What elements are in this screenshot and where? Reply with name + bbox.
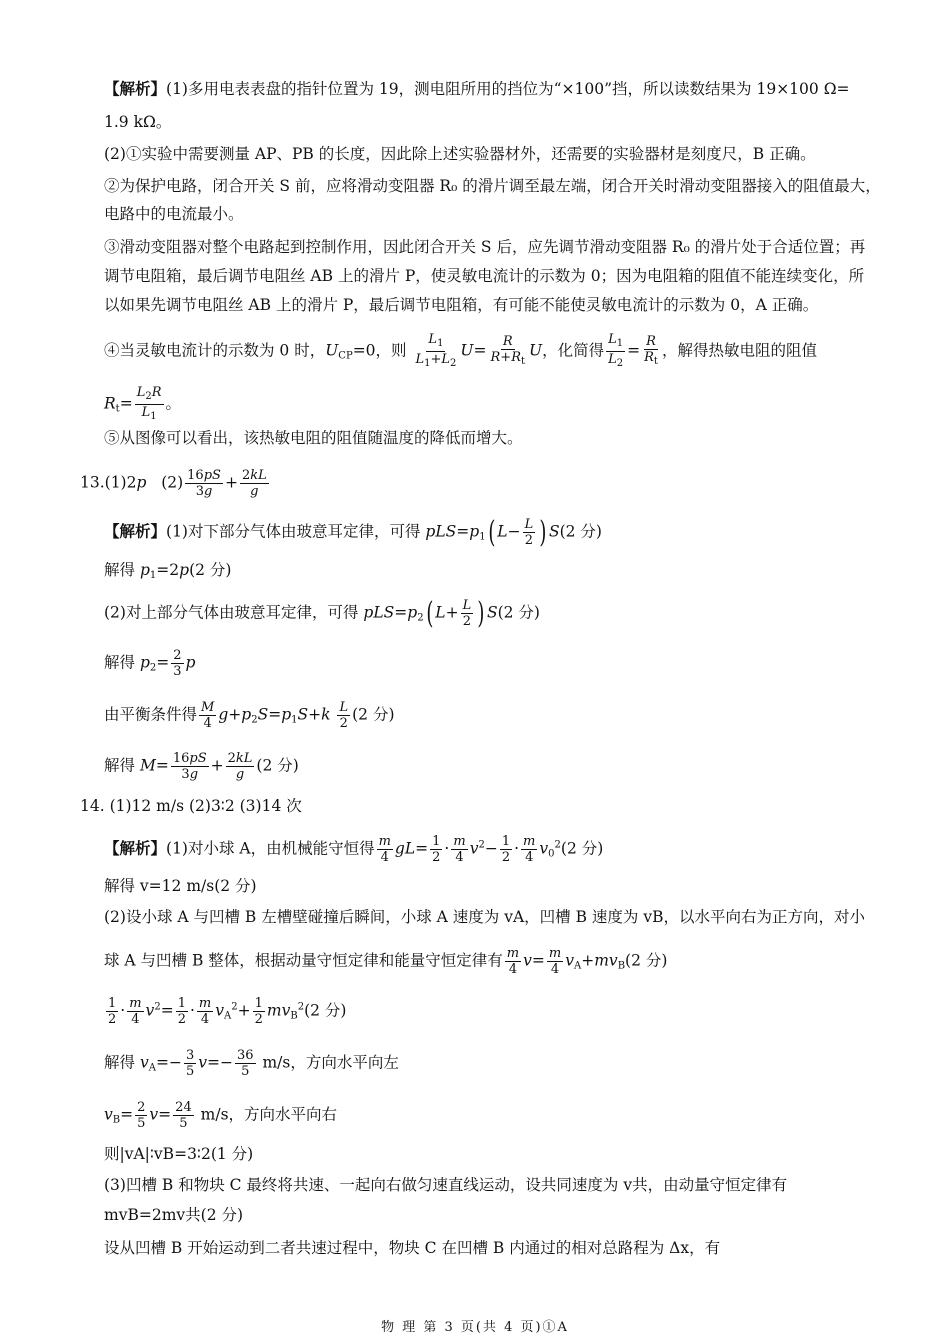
q13-s1: 【解析】(1)对下部分气体由玻意耳定律，可得 $pLS=p_1$( L− $\frac{L}{2}$ ) S(2 分) [104,514,602,550]
q12-step4-formula: ④当灵敏电流计的示数为 0 时，$U_{CP}=0$，则 $\frac{L_1}{L_1+L_2}$ U= $\frac{R}{R+R_t}$ U，化简得 $\frac{L_1}{L_2}$ = $\frac{R}{R_t}$ ，解得热敏电阻的阻值 [104,332,817,369]
q12-step5: ⑤从图像可以看出，该热敏电阻的阻值随温度的降低而增大。 [104,429,523,447]
q13-s2: 解得 $p_1=2p(2$ 分) [104,561,232,581]
q12-step2b: 电路中的电流最小。 [104,205,244,223]
q14-s3: (2)设小球 A 与凹槽 B 左槽壁碰撞后瞬间，小球 A 速度为 vA，凹槽 B 速度为 vB，以水平向右为正方向，对小 [104,908,865,926]
q12-step3c: 以如果先调节电阻丝 AB 上的滑片 P，最后调节电阻箱，有可能不能使灵敏电流计的示数为 0，A 正确。 [104,296,819,314]
q13-answer: 13.(1)2p (2) $\frac{16pS}{3g}$ + $\frac{2kL}{g}$ [80,468,267,499]
q13-s3: (2)对上部分气体由玻意耳定律，可得 $pLS=p_2$( L+ $\frac{L}{2}$ ) S(2 分) [104,595,540,631]
q12-part2: (2)①实验中需要测量 AP、PB 的长度，因此除上述实验器材外，还需要的实验器材是刻度尺，B 正确。 [104,145,816,163]
q14-answer: 14. (1)12 m/s (2)3∶2 (3)14 次 [80,797,302,815]
q14-s9: (3)凹槽 B 和物块 C 最终将共速、一起向右做匀速直线运动，设共同速度为 v共，由动量守恒定律有 [104,1176,788,1194]
q12-analysis-line1 [104,78,850,100]
q14-s1: 【解析】(1)对小球 A，由机械能守恒得 $\frac{m}{4}$ gL= $\frac{1}{2}$ · $\frac{m}{4}$ $v^2-$ $\frac{1}{2}$ · $\frac{m}{4}$ $v_0^2(2$ 分) [104,834,604,865]
q14-s11: 设从凹槽 B 开始运动到二者共速过程中，物块 C 在凹槽 B 内通过的相对总路程为 Δx，有 [104,1239,721,1257]
q13-s6: 解得 M= $\frac{16pS}{3g}$ + $\frac{2kL}{g}$ (2 分) [104,751,299,782]
analysis-label: 【解析】 [104,79,167,98]
page-footer: 物 理 第 3 页(共 4 页)①A [381,1320,569,1335]
q14-s8: 则|vA|∶vB=3∶2(1 分) [104,1145,254,1163]
q12-rt-result: $R_t=$ $\frac{L_2R}{L_1}$ 。 [104,385,182,422]
q14-s6: 解得 $v_A=-$ $\frac{3}{5}$ v=− $\frac{36}{5}$ m/s，方向水平向左 [104,1048,399,1079]
q14-s7: $v_B=$ $\frac{2}{5}$ v= $\frac{24}{5}$ m/s，方向水平向右 [104,1100,338,1131]
q14-s5: $\frac{1}{2}$ · $\frac{m}{4}$ $v^2=$ $\frac{1}{2}$ · $\frac{m}{4}$ $v_A^2+$ $\frac{1}{2}$ $mv_B^2(2$ 分) [108,996,347,1027]
q14-s10: mvB=2mv共(2 分) [104,1206,244,1224]
q12-analysis-line2: 1.9 kΩ。 [104,113,172,131]
q12-step3a: ③滑动变阻器对整个电路起到控制作用，因此闭合开关 S 后，应先调节滑动变阻器 R₀ 的滑片处于合适位置；再 [104,238,866,256]
q12-step3b: 调节电阻箱，最后调节电阻丝 AB 上的滑片 P，使灵敏电流计的示数为 0；因为电阻箱的阻值不能连续变化，所 [104,267,865,285]
q12-p1a: (1)多用电表表盘的指针位置为 19，测电阻所用的挡位为“×100”挡，所以读数结果为 19×100 Ω= [166,80,850,98]
q12-step2a: ②为保护电路，闭合开关 S 前，应将滑动变阻器 R₀ 的滑片调至最左端，闭合开关时滑动变阻器接入的阻值最大， [104,177,881,195]
q13-s4: 解得 $p_2=$ $\frac{2}{3}$ p [104,648,196,679]
q14-s2: 解得 v=12 m/s(2 分) [104,877,257,895]
q13-s5: 由平衡条件得 $\frac{M}{4}$ $g+p_2S=p_1S+k$ $\frac{L}{2}$ (2 分) [104,700,395,731]
q14-s4: 球 A 与凹槽 B 整体，根据动量守恒定律和能量守恒定律有 $\frac{m}{4}$ v= $\frac{m}{4}$ $v_A+mv_B(2$ 分) [104,946,668,977]
